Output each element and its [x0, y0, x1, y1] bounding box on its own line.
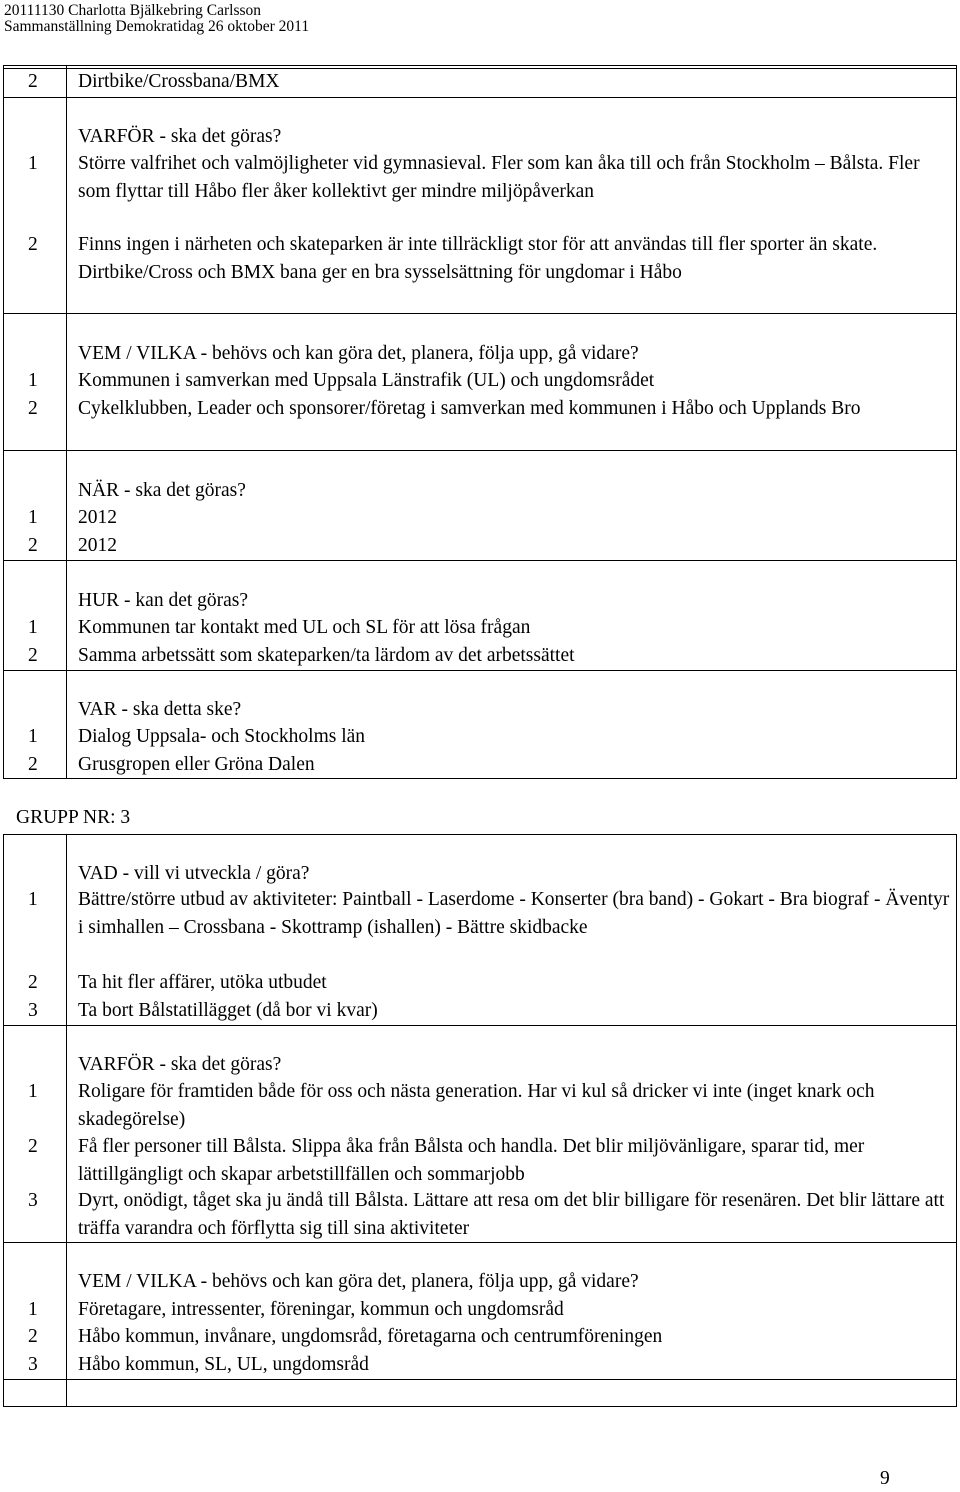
vad-heading: VAD - vill vi utveckla / göra?	[78, 863, 310, 884]
item-number: 2	[28, 972, 38, 993]
item-number: 1	[28, 1299, 38, 1320]
item-number: 2	[28, 535, 38, 556]
vem-heading: VEM / VILKA - behövs och kan göra det, planera, följa upp, gå vidare?	[78, 343, 639, 364]
varfor-heading: VARFÖR - ska det göras?	[78, 1054, 282, 1075]
page-number: 9	[880, 1468, 890, 1489]
item-number: 3	[28, 1000, 38, 1021]
item-number: 2	[28, 645, 38, 666]
item-number: 1	[28, 617, 38, 638]
item-text: Kommunen tar kontakt med UL och SL för att lösa frågan	[78, 617, 531, 638]
item-number: 2	[28, 1136, 38, 1157]
item-number: 2	[28, 398, 38, 419]
hur-heading: HUR - kan det göras?	[78, 590, 249, 611]
header-line-2: Sammanställning Demokratidag 26 oktober 2011	[4, 18, 310, 35]
item-number: 2	[28, 1326, 38, 1347]
item-number: 2	[28, 754, 38, 775]
item-text: Cykelklubben, Leader och sponsorer/företag i samverkan med kommunen i Håbo och Upplands Bro	[78, 398, 861, 419]
varfor-heading: VARFÖR - ska det göras?	[78, 126, 282, 147]
item-text: Dialog Uppsala- och Stockholms län	[78, 726, 366, 747]
vem-heading: VEM / VILKA - behövs och kan göra det, planera, följa upp, gå vidare?	[78, 1271, 639, 1292]
item-text: Roligare för framtiden både för oss och nästa generation. Har vi kul så dricker vi inte (inget knark och skadegörelse)	[78, 1081, 875, 1130]
item-text: Håbo kommun, SL, UL, ungdomsråd	[78, 1354, 369, 1375]
item-number: 1	[28, 153, 38, 174]
nar-heading: NÄR - ska det göras?	[78, 480, 246, 501]
var-heading: VAR - ska detta ske?	[78, 699, 242, 720]
item-text: Ta hit fler affärer, utöka utbudet	[78, 972, 327, 993]
item-text: Få fler personer till Bålsta. Slippa åka från Bålsta och handla. Det blir miljövänligare, sparar tid, mer lättillgängligt och skapar arbetstillfällen och sommarjobb	[78, 1136, 865, 1185]
item-number: 1	[28, 370, 38, 391]
section-number: 2	[28, 71, 38, 92]
item-text: Kommunen i samverkan med Uppsala Länstrafik (UL) och ungdomsrådet	[78, 370, 655, 391]
item-number: 1	[28, 507, 38, 528]
section-title: Dirtbike/Crossbana/BMX	[78, 71, 280, 92]
item-text: 2012	[78, 535, 117, 556]
item-text: Dyrt, onödigt, tåget ska ju ändå till Bålsta. Lättare att resa om det blir billigare för resenären. Det blir lättare att träffa varandra och förflytta sig till sina aktiviteter	[78, 1190, 945, 1239]
item-text: Samma arbetssätt som skateparken/ta lärdom av det arbetssättet	[78, 645, 575, 666]
item-number: 1	[28, 1081, 38, 1102]
item-number: 1	[28, 726, 38, 747]
item-text: Grusgropen eller Gröna Dalen	[78, 754, 315, 775]
group-title: GRUPP NR: 3	[16, 807, 131, 828]
item-text: Bättre/större utbud av aktiviteter: Paintball - Laserdome - Konserter (bra band) - Gokart - Bra biograf - Äventyr i simhallen – Crossbana - Skottramp (ishallen) - Bättre skidbacke	[78, 889, 950, 938]
item-number: 2	[28, 234, 38, 255]
item-text: Större valfrihet och valmöjligheter vid gymnasieval. Fler som kan åka till och från Stockholm – Bålsta. Fler som flyttar till Håbo fler åker kollektivt ger mindre miljöpåverkan	[78, 153, 920, 202]
item-text: Håbo kommun, invånare, ungdomsråd, företagarna och centrumföreningen	[78, 1326, 663, 1347]
item-number: 1	[28, 889, 38, 910]
item-text: Företagare, intressenter, föreningar, kommun och ungdomsråd	[78, 1299, 564, 1320]
item-text: 2012	[78, 507, 117, 528]
item-text: Ta bort Bålstatillägget (då bor vi kvar)	[78, 1000, 378, 1021]
item-text: Finns ingen i närheten och skateparken är inte tillräckligt stor för att användas till fler sporter än skate. Dirtbike/Cross och BMX bana ger en bra sysselsättning för ungdomar i Håbo	[78, 234, 878, 283]
item-number: 3	[28, 1190, 38, 1211]
item-number: 3	[28, 1354, 38, 1375]
header-line-1: 20111130 Charlotta Bjälkebring Carlsson	[4, 2, 262, 19]
